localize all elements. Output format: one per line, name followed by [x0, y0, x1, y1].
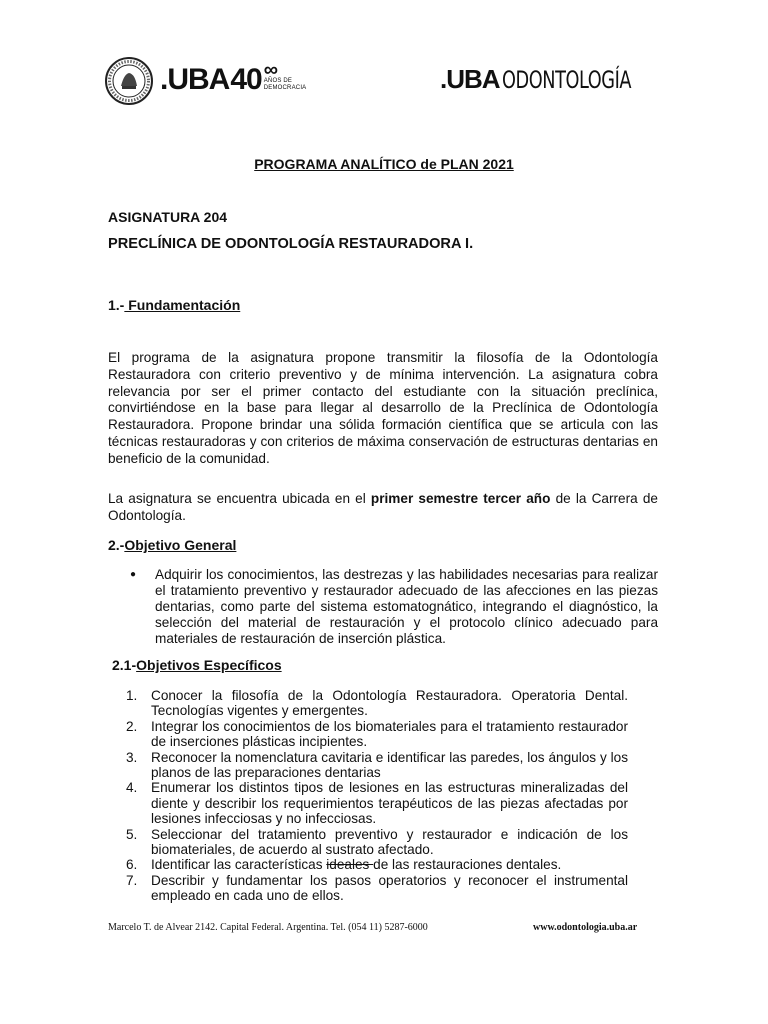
location-paragraph: [108, 491, 658, 525]
uba-odontologia-logo-brand: .UBA: [440, 64, 500, 94]
fundamentacion-paragraph: El programa de la asignatura propone transmitir la filosofía de la Odontología Restauradora con criterio preventivo y de mínima intervención. La asignatura cobra relevancia por ser el primer contacto del estudiante con la situación preclínica, convirtiéndose en la base para llegar al desarrollo de la Preclínica de Odontología Restauradora. Propone brindar una sólida formación científica que se articula con las técnicas restauradoras y con criterios de máxima conservación de estructuras dentarias en beneficio de la comunidad.: [108, 350, 658, 466]
item-text: Reconocer la nomenclatura cavitaria e identificar las paredes, los ángulos y los planos de las preparaciones dentarias: [151, 749, 628, 781]
item-text: Enumerar los distintos tipos de lesiones en las estructuras mineralizadas del diente y describir los requerimientos terapéuticos de las piezas afectadas por lesiones infecciosas y no infecciosas.: [151, 780, 628, 827]
list-item: [108, 780, 628, 826]
item-number: 2.: [126, 718, 138, 734]
list-item: [108, 750, 628, 781]
header: [104, 56, 664, 104]
item-text: Conocer la filosofía de la Odontología Restauradora. Operatoria Dental. Tecnologías vigentes y emergentes.: [151, 688, 628, 719]
item-text-post: de las restauraciones dentales.: [373, 857, 562, 873]
section-2-title: Objetivo General: [124, 537, 237, 553]
uba-odontologia-logo: [440, 64, 659, 95]
uba40-logo-side: [263, 59, 307, 92]
asignatura-name: PRECLÍNICA DE ODONTOLOGÍA RESTAURADORA I.: [108, 236, 474, 252]
uba40-logo-brand: .UBA: [160, 63, 230, 96]
section-2-heading: [108, 537, 236, 553]
section-2-1-number: 2.1-: [112, 657, 137, 673]
objetivo-general-list: [108, 567, 658, 647]
item-number: 1.: [126, 688, 138, 703]
list-item: [108, 827, 628, 858]
uba40-logo: [160, 58, 306, 102]
list-item: [108, 719, 628, 750]
objetivos-especificos-list: [108, 688, 628, 904]
section-1-heading: [108, 297, 240, 313]
list-item: ● Adquirir los conocimientos, las destrezas y las habilidades necesarias para realizar el tratamiento preventivo y restaurador adecuado de las afecciones en las piezas dentarias, como parte del sistema estomatognático, integrando el diagnóstico, la selección del material de restauración y el protocolo clínico adecuado para materiales de restauración de inserción plástica.: [108, 567, 658, 647]
section-2-1-title: Objetivos Específicos: [136, 657, 282, 673]
infinity-icon: ∞: [263, 59, 278, 81]
uba40-logo-number: 40: [230, 63, 262, 96]
item-text: Integrar los conocimientos de los biomateriales para el tratamiento restaurador de inserciones plásticas incipientes.: [151, 718, 628, 750]
item-text: Describir y fundamentar los pasos operatorios y reconocer el instrumental empleado en cada uno de ellos.: [151, 872, 628, 904]
uba40-logo-sub1: AÑOS DE: [263, 78, 293, 84]
asignatura-code: ASIGNATURA 204: [108, 209, 228, 225]
section-1-title: Fundamentación: [124, 297, 241, 313]
item-number: 5.: [126, 826, 138, 842]
item-text: Seleccionar del tratamiento preventivo y restaurador e indicación de los biomateriales, de acuerdo al sustrato afectado.: [151, 826, 628, 858]
location-bold: primer semestre tercer año: [370, 491, 551, 506]
location-post: de la Carrera de Odontología.: [108, 491, 658, 523]
university-seal-icon: [104, 56, 154, 106]
item-text-struck: ideales: [326, 857, 374, 873]
list-item: [108, 857, 628, 872]
section-2-1-heading: [112, 657, 282, 673]
section-1-number: 1.-: [108, 297, 125, 313]
item-number: 7.: [126, 872, 138, 888]
list-item: [108, 873, 628, 904]
section-2-number: 2.-: [108, 537, 125, 553]
item-number: 3.: [126, 749, 138, 765]
item-number: 4.: [126, 780, 138, 796]
uba40-logo-sub2: DEMOCRACIA: [263, 85, 307, 91]
item-text-pre: Identificar las características: [151, 857, 327, 873]
location-pre: La asignatura se encuentra ubicada en el: [108, 491, 371, 506]
footer-address: Marcelo T. de Alvear 2142. Capital Federal. Argentina. Tel. (054 11) 5287-6000: [108, 922, 428, 933]
document-title: PROGRAMA ANALÍTICO de PLAN 2021: [254, 156, 514, 172]
item-number: 6.: [126, 857, 138, 873]
list-item: [108, 688, 628, 719]
uba-odontologia-logo-faculty: ODONTOLOGÍA: [501, 66, 631, 94]
footer-website: www.odontologia.uba.ar: [533, 922, 638, 933]
